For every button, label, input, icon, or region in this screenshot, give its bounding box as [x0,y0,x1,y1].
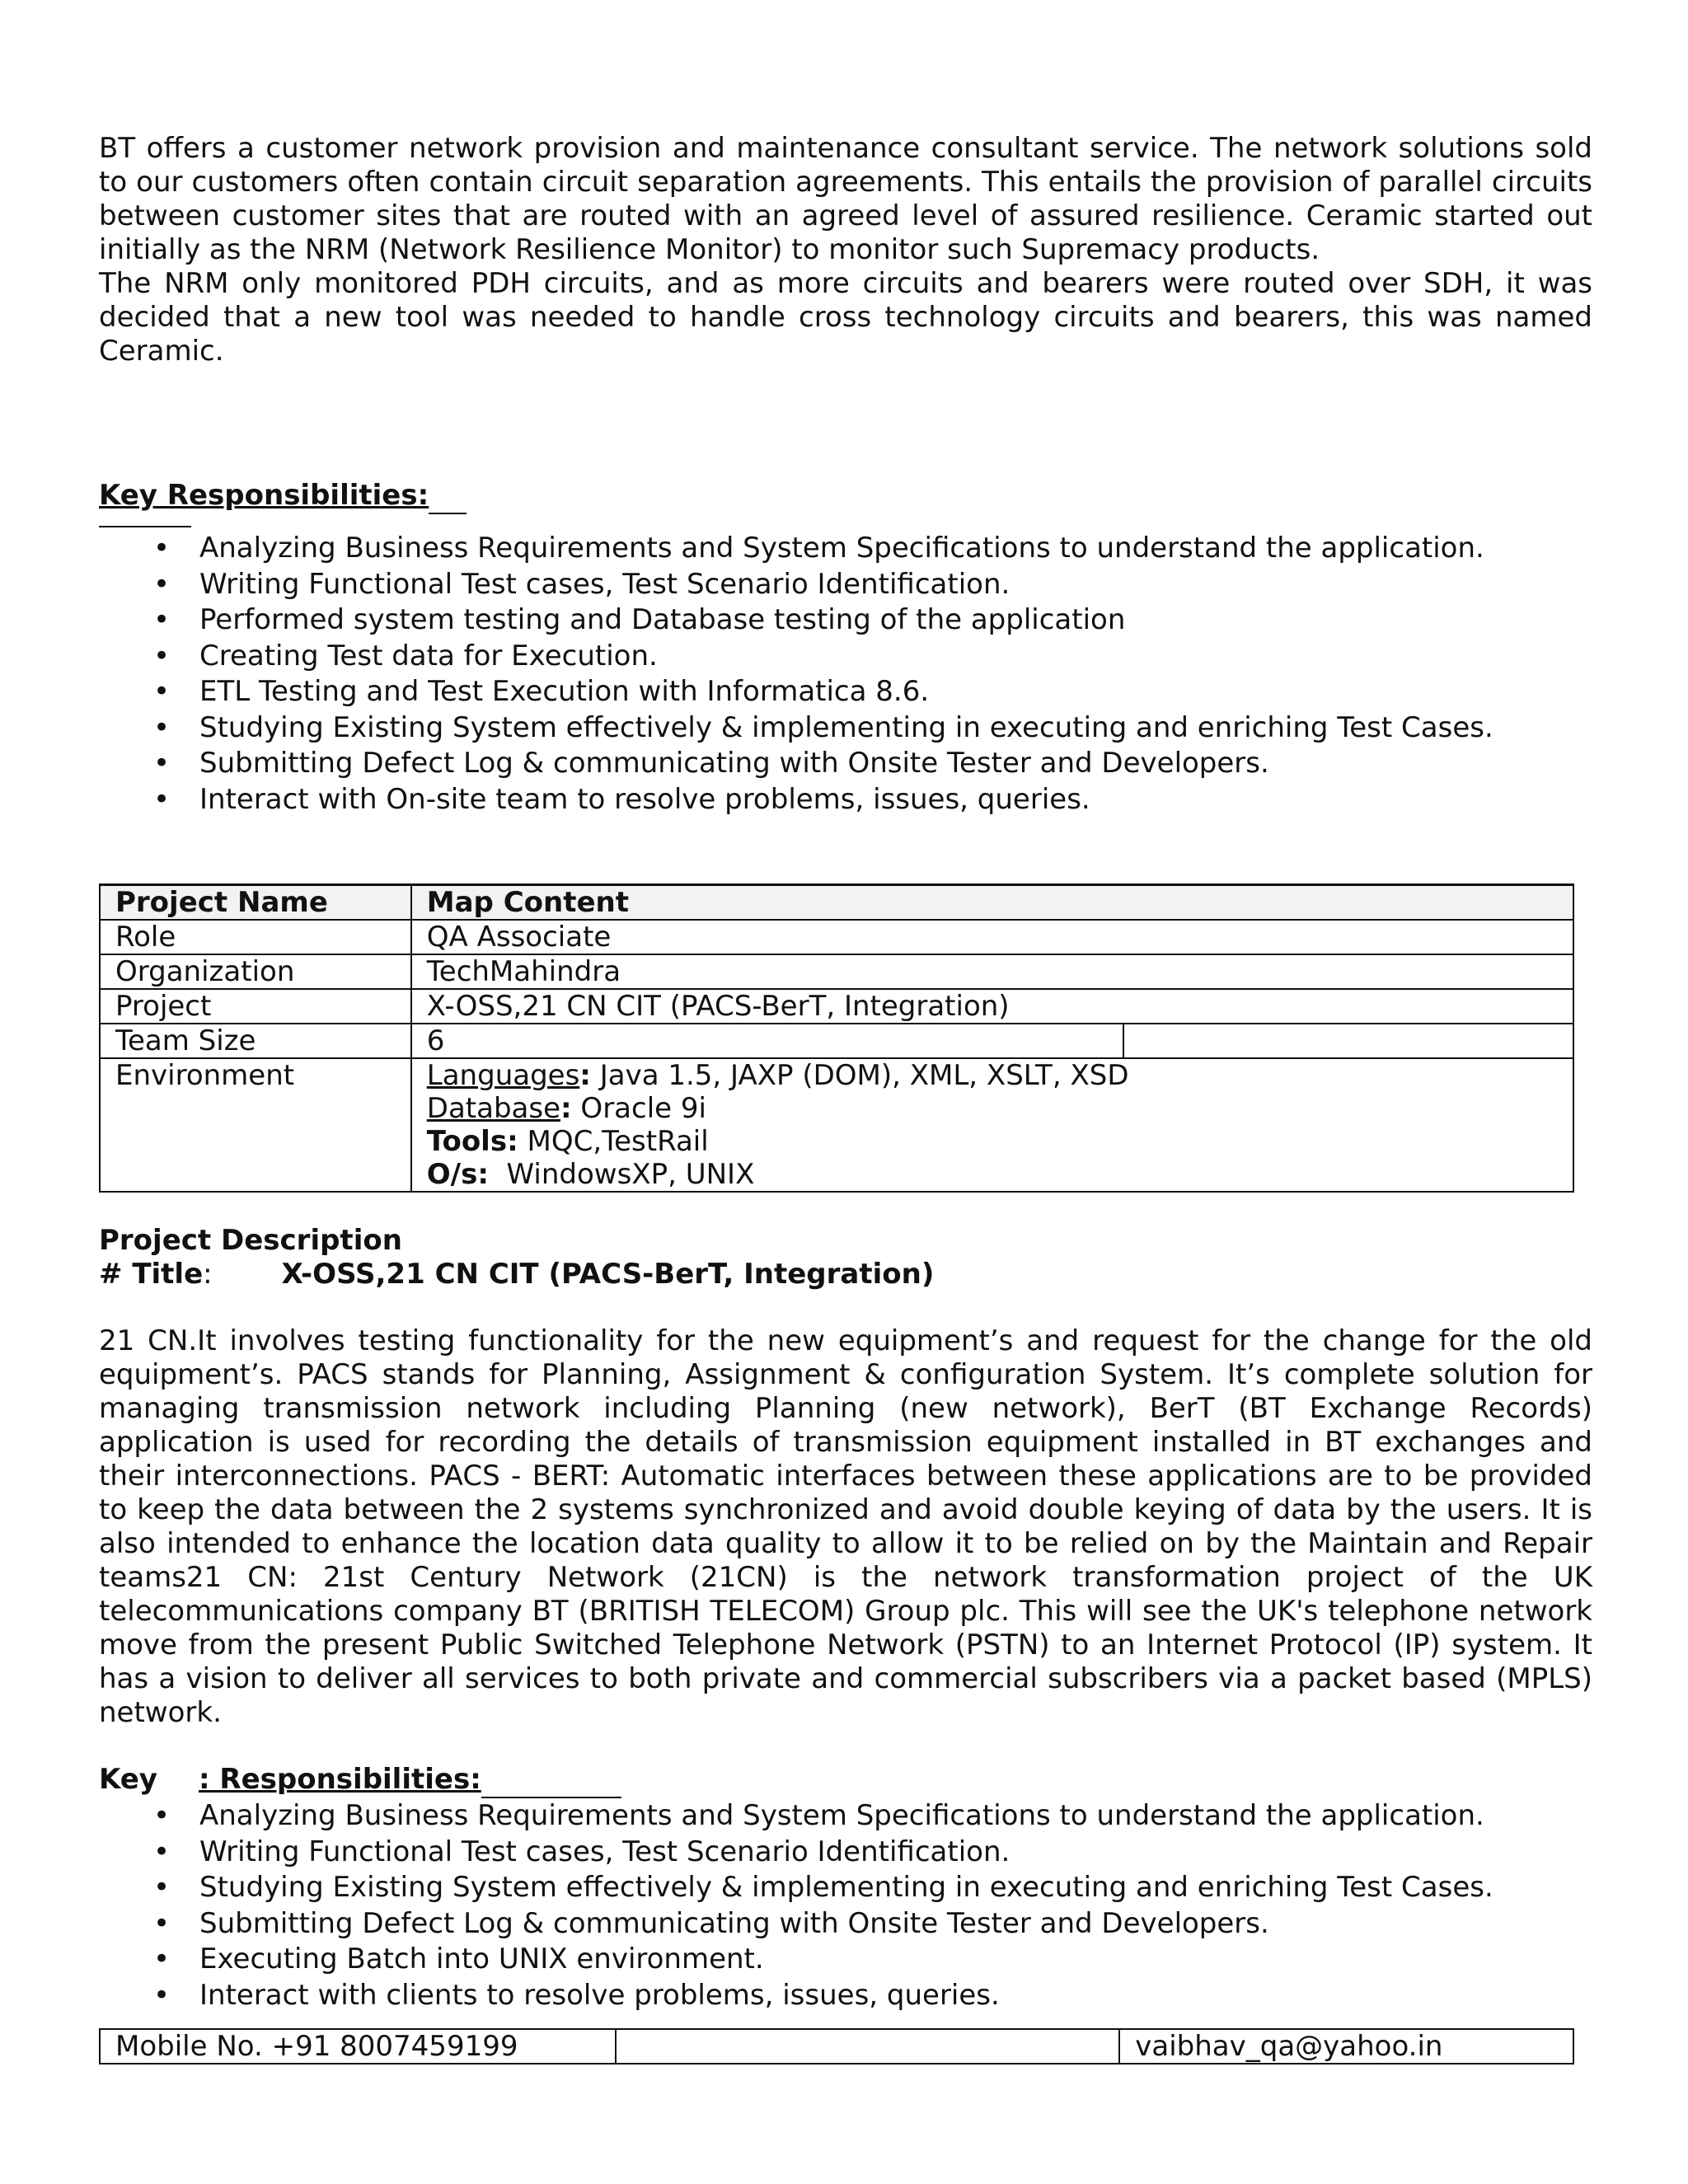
project-description-heading: Project Description [99,1224,402,1257]
bullet-icon: • [153,782,171,816]
list-item: • ETL Testing and Test Execution with Informatica 8.6. [99,674,1592,710]
environment-value [411,1058,1573,1192]
footer-contact-table [99,2028,1574,2064]
mobile-number: Mobile No. +91 8007459199 [100,2029,616,2064]
list-item: • Performed system testing and Database testing of the application [99,602,1592,639]
heading-underline-tail [99,514,191,527]
intro-paragraph-2: The NRM only monitored PDH circuits, and as more circuits and bearers were routed over SDH, it was decided that a new tool was needed to handle cross technology circuits and bearers, this was named Ceramic. [99,267,1592,368]
table-row [100,920,1573,954]
bullet-icon: • [153,567,171,601]
table-row [100,1058,1573,1192]
project-label: Project [100,989,411,1024]
title-label: # Title [99,1258,204,1291]
list-item: • Submitting Defect Log & communicating with Onsite Tester and Developers. [99,1906,1592,1943]
project-value: X-OSS,21 CN CIT (PACS-BerT, Integration) [411,989,1573,1024]
bullet-icon: • [153,1906,171,1940]
organization-label: Organization [100,954,411,989]
bullet-icon: • [153,710,171,744]
team-size-value: 6 [411,1024,1123,1058]
intro-paragraph-1: BT offers a customer network provision and maintenance consultant service. The network solutions sold to our customers often contain circuit separation agreements. This entails the provision of parallel circuits between customer sites that are routed with an agreed level of assured resilience. Ceramic started out initially as the NRM (Network Resilience Monitor) to monitor such Supremacy products. [99,132,1592,266]
list-item: • Executing Batch into UNIX environment. [99,1942,1592,1978]
responsibilities-list-2 [99,1798,1592,2013]
environment-label: Environment [100,1058,411,1192]
list-item: • Creating Test data for Execution. [99,639,1592,675]
env-database: Database: Oracle 9i [426,1092,706,1125]
team-size-empty-cell [1123,1024,1573,1058]
table-row [100,1024,1573,1058]
bullet-icon: • [153,1799,171,1832]
title-value: X-OSS,21 CN CIT (PACS-BerT, Integration) [281,1258,935,1291]
env-tools: Tools: MQC,TestRail [426,1125,709,1158]
table-row [100,989,1573,1024]
key-responsibilities-heading [99,479,1592,514]
table-row [100,954,1573,989]
responsibilities-heading-text: : Responsibilities: [198,1763,481,1796]
bullet-icon: • [153,1871,171,1904]
key-label: Key [99,1763,157,1796]
bullet-icon: • [153,603,171,636]
bullet-icon: • [153,1943,171,1975]
bullet-icon: • [153,675,171,708]
organization-value: TechMahindra [411,954,1573,989]
env-languages: Languages: Java 1.5, JAXP (DOM), XML, XSLT, XSD [426,1059,1129,1092]
bullet-icon: • [153,1835,171,1868]
table-row [100,885,1573,921]
project-details-table [99,883,1574,1193]
key-responsibilities-heading-text: Key Responsibilities: [99,479,429,512]
list-item: • Interact with clients to resolve problems, issues, queries. [99,1978,1592,2014]
email-address[interactable]: vaibhav_qa@yahoo.in [1119,2029,1573,2064]
list-item: • Analyzing Business Requirements and System Specifications to understand the application. [99,531,1592,567]
table-row [100,2029,1573,2064]
role-label: Role [100,920,411,954]
map-content-header: Map Content [411,885,1573,921]
footer-empty-cell [616,2029,1119,2064]
project-title-line: # Title: X-OSS,21 CN CIT (PACS-BerT, Integration) [99,1258,935,1291]
env-os: O/s: WindowsXP, UNIX [426,1158,755,1191]
resume-page [99,132,1592,2064]
list-item: • Analyzing Business Requirements and System Specifications to understand the application. [99,1798,1592,1835]
role-value: QA Associate [411,920,1573,954]
project-name-header: Project Name [100,885,411,921]
list-item: • Studying Existing System effectively & implementing in executing and enriching Test Cases. [99,1870,1592,1906]
bullet-icon: • [153,639,171,673]
list-item: • Interact with On-site team to resolve problems, issues, queries. [99,782,1592,818]
list-item: • Studying Existing System effectively & implementing in executing and enriching Test Cases. [99,710,1592,747]
bullet-icon: • [153,532,171,565]
list-item: • Writing Functional Test cases, Test Scenario Identification. [99,567,1592,603]
team-size-label: Team Size [100,1024,411,1058]
list-item: • Writing Functional Test cases, Test Scenario Identification. [99,1835,1592,1871]
bullet-icon: • [153,1978,171,2012]
bullet-icon: • [153,747,171,780]
project-description-body: 21 CN.It involves testing functionality for the new equipment’s and request for the change for the old equipment’s. PACS stands for Planning, Assignment & configuration System. It’s complete solution for managing transmission network including Planning (new network), BerT (BT Exchange Records) application is used for recording the details of transmission equipment installed in BT exchanges and their interconnections. PACS - BERT: Automatic interfaces between these applications are to be provided to keep the data between the 2 systems synchronized and avoid double keying of data by the users. It is also intended to enhance the location data quality to allow it to be relied on by the Maintain and Repair teams21 CN: 21st Century Network (21CN) is the network transformation project of the UK telecommunications company BT (BRITISH TELECOM) Group plc. This will see the UK's telephone network move from the present Public Switched Telephone Network (PSTN) to an Internet Protocol (IP) system. It has a vision to deliver all services to both private and commercial subscribers via a packet based (MPLS) network. [99,1324,1592,1729]
list-item: • Submitting Defect Log & communicating with Onsite Tester and Developers. [99,746,1592,782]
key-responsibilities-heading-2 [99,1763,1592,1798]
responsibilities-list-1 [99,531,1592,818]
